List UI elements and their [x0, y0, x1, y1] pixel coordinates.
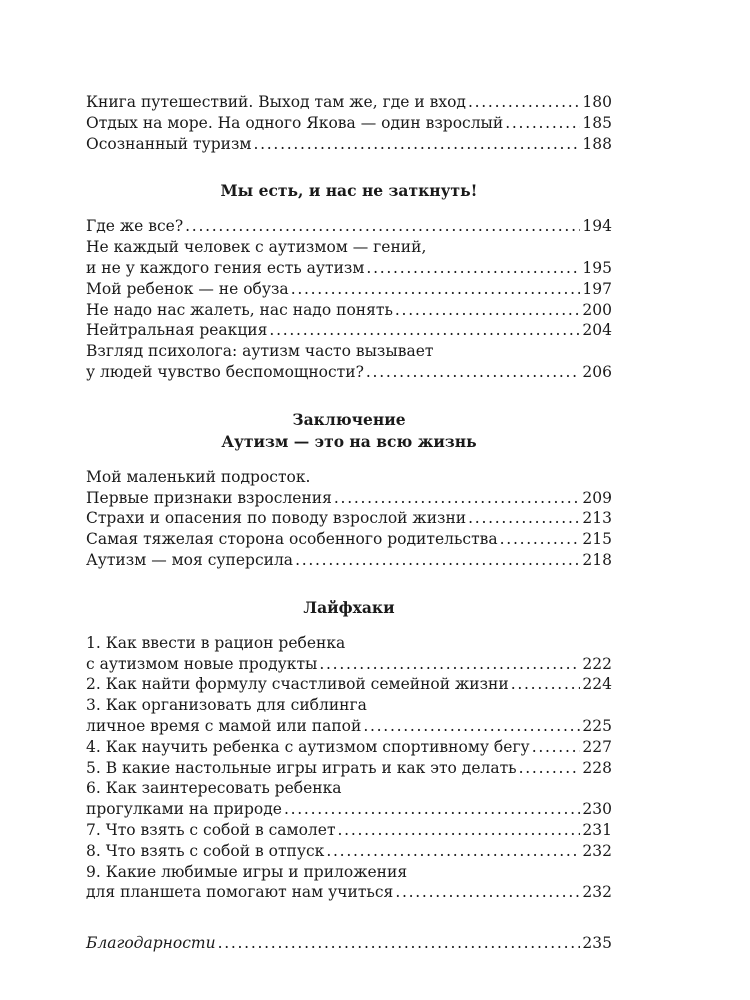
toc-entry[interactable]: [86, 695, 612, 737]
toc-entry-row: [86, 933, 612, 954]
toc-entry-row: [86, 820, 612, 841]
toc-entry-title: 8. Что взять с собой в отпуск: [86, 841, 325, 860]
toc-entry-row: [86, 134, 612, 155]
dot-leader: [532, 737, 581, 758]
toc-section: [86, 597, 612, 903]
toc-entry-acknowledgements[interactable]: [86, 933, 612, 954]
toc-entry[interactable]: [86, 92, 612, 113]
toc-entry[interactable]: [86, 529, 612, 550]
page-number: 232: [582, 841, 612, 860]
toc-entry-title-line: 6. Как заинтересовать ребенка: [86, 779, 342, 798]
toc-entry-list: [86, 92, 612, 154]
page-number: 197: [582, 279, 612, 298]
toc-entry[interactable]: [86, 862, 612, 904]
toc-entry-list: [86, 467, 612, 571]
dot-leader: [468, 92, 580, 113]
toc-entry[interactable]: [86, 633, 612, 675]
dot-leader: [363, 716, 580, 737]
toc-entry-title: Нейтральная реакция: [86, 321, 268, 340]
section-heading: Мы есть, и нас не заткнуть!: [220, 181, 478, 201]
dot-leader: [366, 258, 580, 279]
page-number: 185: [582, 113, 612, 132]
toc-section: [86, 180, 612, 382]
toc-entry-row: [86, 758, 612, 779]
dot-leader: [338, 820, 581, 841]
page-number: 206: [582, 362, 612, 381]
toc-entry[interactable]: [86, 320, 612, 341]
dot-leader: [269, 320, 580, 341]
toc-entry[interactable]: [86, 113, 612, 134]
toc-entry-title: Благодарности: [86, 934, 216, 953]
toc-entry-title: у людей чувство беспомощности?: [86, 362, 364, 381]
toc-entry-title: 5. В какие настольные игры играть и как это делать: [86, 758, 517, 777]
toc-entry-row: [86, 320, 612, 341]
toc-entry[interactable]: [86, 467, 612, 509]
dot-leader: [326, 841, 580, 862]
page-number: 180: [582, 93, 612, 111]
toc-entry[interactable]: [86, 237, 612, 279]
toc-entry-title: Где же все?: [86, 217, 184, 236]
dot-leader: [253, 134, 580, 155]
toc-entry-row: [86, 113, 612, 134]
toc-entry-title: 2. Как найти формулу счастливой семейной жизни: [86, 675, 509, 694]
toc-entry-row: [86, 300, 612, 321]
section-heading: Заключение: [292, 409, 406, 429]
toc-section: [86, 409, 612, 571]
toc-entry-title: Самая тяжелая сторона особенного родительства: [86, 530, 498, 549]
toc-entry-title: Первые признаки взросления: [86, 488, 332, 507]
toc-entry-row: [86, 362, 612, 383]
dot-leader: [468, 508, 580, 529]
page-number: 213: [582, 509, 612, 528]
dot-leader: [519, 758, 581, 779]
dot-leader: [395, 300, 581, 321]
toc-entry-row: [86, 508, 612, 529]
toc-entry-title: и не у каждого гения есть аутизм: [86, 258, 365, 277]
toc-entry[interactable]: [86, 134, 612, 155]
dot-leader: [284, 799, 580, 820]
section-heading: Лайфхаки: [303, 597, 395, 617]
page-number: 188: [582, 134, 612, 153]
table-of-contents: [86, 92, 612, 954]
page-number: 224: [582, 675, 612, 694]
toc-entry[interactable]: [86, 508, 612, 529]
page-number: 228: [582, 758, 612, 777]
toc-entry[interactable]: [86, 341, 612, 383]
toc-entry[interactable]: [86, 674, 612, 695]
toc-entry-row: [86, 654, 612, 675]
page-number: 195: [582, 258, 612, 277]
toc-entry-row: [86, 92, 612, 113]
toc-entry-title: Осознанный туризм: [86, 134, 252, 153]
toc-entry-row: [86, 799, 612, 820]
dot-leader: [395, 882, 580, 903]
toc-entry-list: [86, 633, 612, 903]
toc-entry-title-line: Взгляд психолога: аутизм часто вызывает: [86, 342, 434, 361]
dot-leader: [291, 279, 581, 300]
toc-entry-row: [86, 882, 612, 903]
page-number: 218: [582, 550, 612, 569]
toc-entry[interactable]: [86, 550, 612, 571]
toc-entry-row: [86, 279, 612, 300]
toc-entry-title: Мой ребенок — не обуза: [86, 279, 289, 298]
dot-leader: [500, 529, 581, 550]
toc-entry[interactable]: [86, 841, 612, 862]
page-number: 230: [582, 800, 612, 819]
page-number: 194: [582, 217, 612, 236]
dot-leader: [319, 654, 580, 675]
toc-entry-title-line: 3. Как организовать для сиблинга: [86, 696, 367, 715]
toc-entry[interactable]: [86, 300, 612, 321]
toc-entry-row: [86, 216, 612, 237]
toc-entry-row: [86, 737, 612, 758]
toc-entry-title: Страхи и опасения по поводу взрослой жизни: [86, 509, 467, 528]
dot-leader: [505, 113, 580, 134]
dot-leader: [511, 674, 581, 695]
dot-leader: [218, 933, 581, 954]
toc-entry-title: прогулками на природе: [86, 800, 282, 819]
dot-leader: [295, 550, 580, 571]
page-number: 200: [582, 300, 612, 319]
toc-entry-title: с аутизмом новые продукты: [86, 654, 318, 673]
toc-entry-list: [86, 216, 612, 382]
toc-section: [86, 92, 612, 154]
toc-entry[interactable]: [86, 279, 612, 300]
page-number: 222: [582, 654, 612, 673]
toc-entry-title: Книга путешествий. Выход там же, где и вход: [86, 93, 466, 111]
toc-entry[interactable]: [86, 737, 612, 758]
dot-leader: [334, 488, 581, 509]
toc-entry[interactable]: [86, 216, 612, 237]
toc-entry-row: [86, 258, 612, 279]
toc-entry-row: [86, 488, 612, 509]
toc-entry[interactable]: [86, 778, 612, 820]
dot-leader: [366, 362, 581, 383]
toc-entry-title: Не надо нас жалеть, нас надо понять: [86, 300, 393, 319]
page-number: 225: [582, 716, 612, 735]
dot-leader: [185, 216, 580, 237]
toc-entry-title-line: 1. Как ввести в рацион ребенка: [86, 633, 346, 652]
toc-entry-title: для планшета помогают нам учиться: [86, 883, 394, 902]
toc-entry-title: 4. Как научить ребенка с аутизмом спортивному бегу: [86, 737, 530, 756]
page-number: 231: [582, 820, 612, 839]
toc-entry-row: [86, 550, 612, 571]
page-number: 232: [582, 883, 612, 902]
toc-entry-title-line: Мой маленький подросток.: [86, 467, 311, 486]
toc-entry-title-line: Не каждый человек с аутизмом — гений,: [86, 238, 427, 257]
toc-entry-row: [86, 841, 612, 862]
toc-entry-row: [86, 716, 612, 737]
toc-entry[interactable]: [86, 758, 612, 779]
toc-entry-title: личное время с мамой или папой: [86, 716, 362, 735]
toc-entry[interactable]: [86, 820, 612, 841]
toc-entry-row: [86, 529, 612, 550]
toc-entry-title-line: 9. Какие любимые игры и приложения: [86, 862, 408, 881]
toc-entry-title: 7. Что взять с собой в самолет: [86, 820, 336, 839]
page-number: 215: [582, 530, 612, 549]
page-number: 204: [582, 321, 612, 340]
toc-entry-row: [86, 674, 612, 695]
page-number: 235: [582, 934, 612, 953]
page-number: 209: [582, 488, 612, 507]
toc-entry-title: Аутизм — моя суперсила: [86, 550, 294, 569]
toc-entry-title: Отдых на море. На одного Якова — один взрослый: [86, 113, 504, 132]
section-subheading: Аутизм — это на всю жизнь: [221, 431, 477, 451]
page-number: 227: [582, 737, 612, 756]
